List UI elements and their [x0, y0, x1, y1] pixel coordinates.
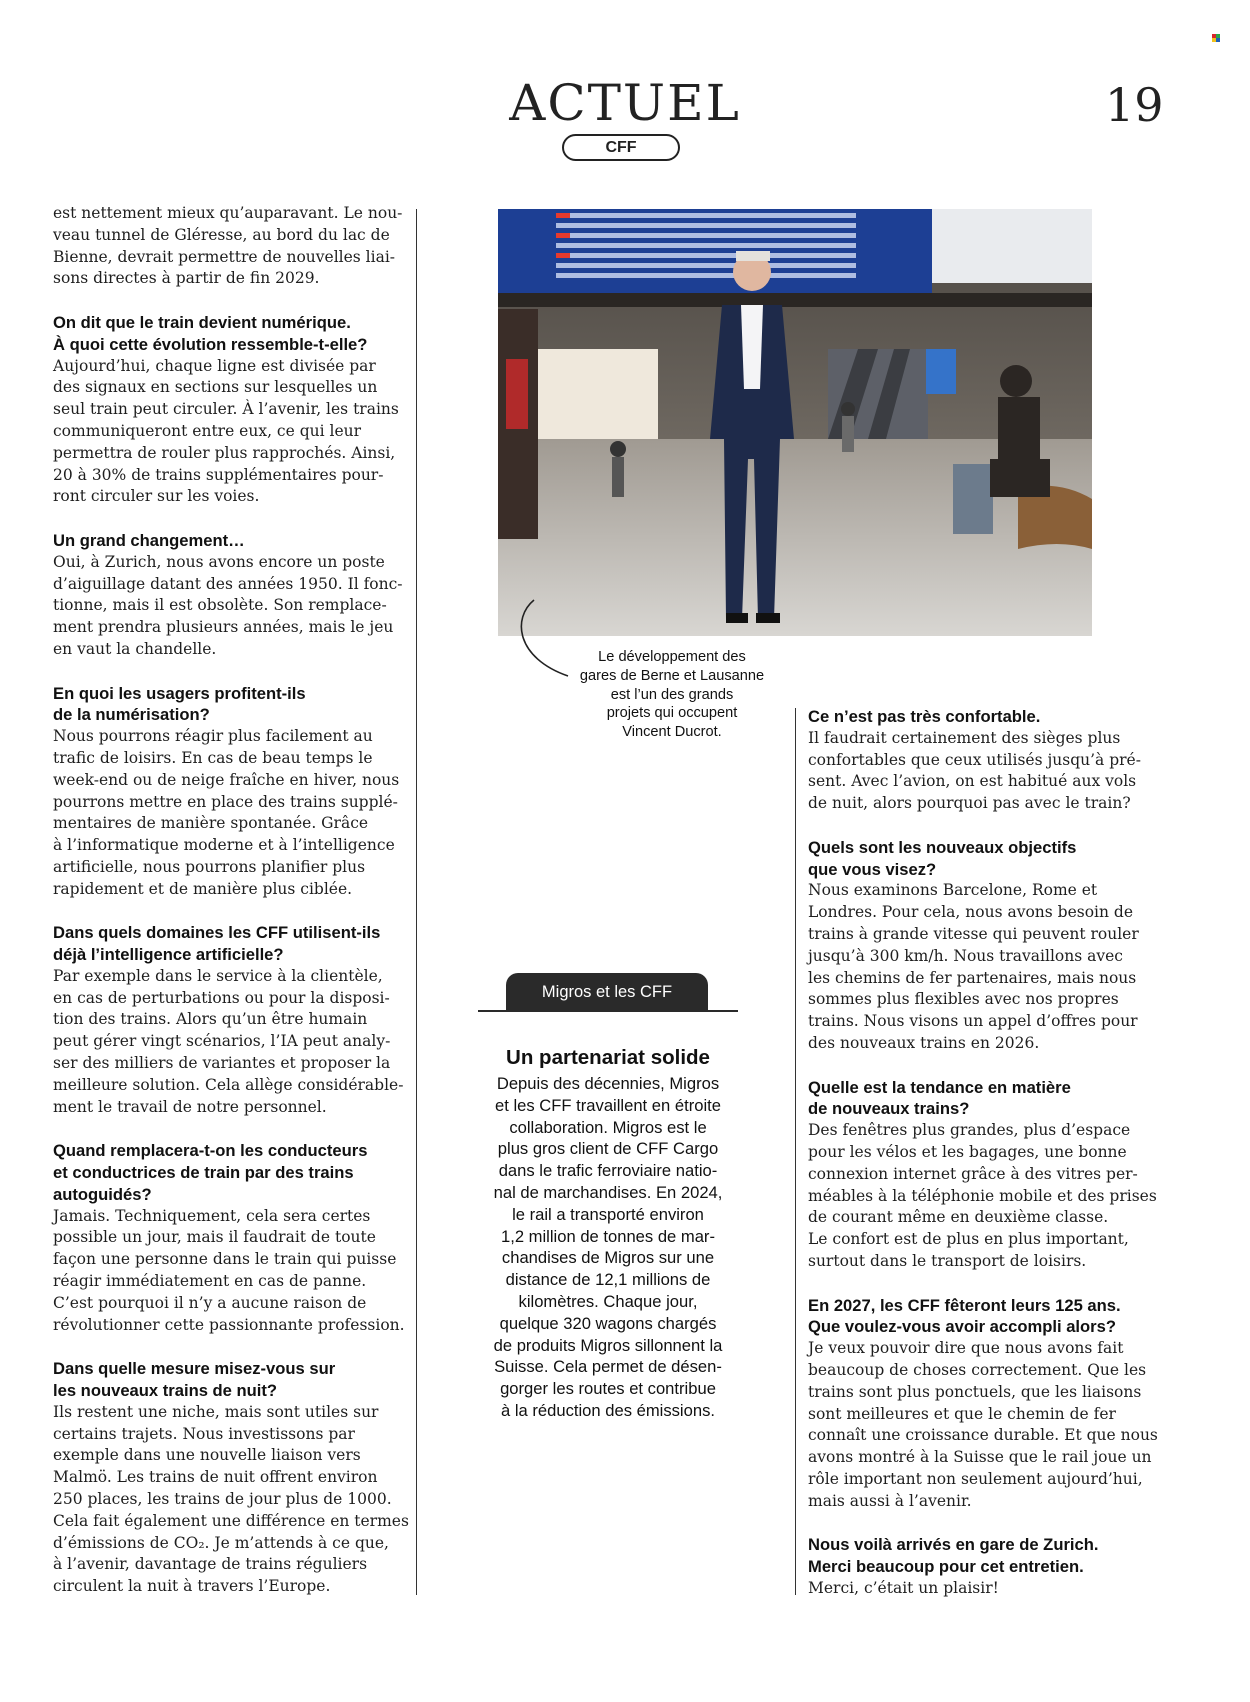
interview-answer-line: sommes plus flexibles avec nos propres — [808, 990, 1119, 1009]
sidebar-box-body-line: à la réduction des émissions. — [501, 1400, 715, 1420]
interview-question-line: Quand remplacera-t-on les conducteurs — [53, 1141, 368, 1161]
sidebar-box-body-line: gorger les routes et contribue — [500, 1379, 716, 1399]
interview-answer-line: des nouveaux trains en 2026. — [808, 1033, 1040, 1052]
interview-question-line: Quelle est la tendance en matière — [808, 1077, 1071, 1097]
interview-answer-line: tion des trains. Alors qu’un être humain — [53, 1010, 368, 1029]
interview-answer-line: seul train peut circuler. À l’avenir, les trains — [53, 400, 399, 419]
interview-answer-line: circulent la nuit à travers l’Europe. — [53, 1577, 331, 1596]
interview-answer-line: d’aiguillage datant des années 1950. Il fonc- — [53, 574, 403, 593]
interview-answer-line: de courant même en deuxième classe. — [808, 1208, 1109, 1227]
interview-answer-line: permettra de rouler plus rapprochés. Ainsi, — [53, 443, 396, 462]
sidebar-box-body-line: distance de 12,1 millions de — [505, 1270, 711, 1290]
interview-answer-line: Je veux pouvoir dire que nous avons fait — [808, 1339, 1124, 1358]
interview-answer-line: sons directes à partir de fin 2029. — [53, 269, 320, 288]
interview-answer-line: certains trajets. Nous investissons par — [53, 1424, 355, 1443]
interview-answer-line: connexion internet grâce à des vitres per- — [808, 1164, 1138, 1183]
interview-answer-line: Des fenêtres plus grandes, plus d’espace — [808, 1121, 1131, 1140]
sidebar-box-body-line: chandises de Migros sur une — [501, 1248, 715, 1268]
interview-answer-line: artificielle, nous pourrons planifier plus — [53, 857, 366, 876]
photo-caption — [565, 648, 779, 742]
interview-answer-line: pour les vélos et les bagages, une bonne — [808, 1142, 1127, 1161]
sidebar-box-rule — [478, 1010, 738, 1012]
interview-answer-line: confortables que ceux utilisés jusqu’à pré- — [808, 750, 1141, 769]
interview-question-line: Ce n’est pas très confortable. — [808, 707, 1041, 726]
column-divider-right — [795, 708, 796, 1595]
photo-vincent-ducrot-station — [498, 209, 1092, 636]
interview-answer-line: veau tunnel de Gléresse, au bord du lac de — [53, 225, 390, 244]
interview-answer-line: d’émissions de CO₂. Je m’attends à ce que, — [53, 1533, 389, 1552]
interview-answer-line: méables à la téléphonie mobile et des prises — [808, 1186, 1157, 1205]
interview-question-line: En 2027, les CFF fêteront leurs 125 ans. — [808, 1295, 1121, 1315]
sidebar-box-body-line: kilomètres. Chaque jour, — [518, 1291, 698, 1311]
left-qa-block — [53, 683, 413, 901]
interview-answer-line: ront circuler sur les voies. — [53, 487, 260, 506]
interview-question-line: Nous voilà arrivés en gare de Zurich. — [808, 1535, 1099, 1555]
interview-answer-line: Nous pourrons réagir plus facilement au — [53, 727, 373, 746]
sidebar-box-body-line: plus gros client de CFF Cargo — [497, 1139, 719, 1159]
interview-answer-line: C’est pourquoi il n’y a aucune raison de — [53, 1293, 367, 1312]
interview-answer-line: Le confort est de plus en plus important, — [808, 1230, 1129, 1249]
interview-question-line: Un grand changement… — [53, 530, 245, 550]
interview-question-line: On dit que le train devient numérique. — [53, 312, 351, 332]
interview-answer-line: Merci, c’était un plaisir! — [808, 1578, 999, 1597]
interview-answer-line: Ils restent une niche, mais sont utiles sur — [53, 1402, 379, 1421]
sidebar-box-body-line: Depuis des décennies, Migros — [496, 1074, 720, 1093]
interview-answer-line: Nous examinons Barcelone, Rome et — [808, 881, 1098, 900]
interview-question-line: En quoi les usagers profitent-ils — [53, 683, 306, 703]
interview-answer-line: trains à grande vitesse qui peuvent rouler — [808, 924, 1139, 943]
interview-answer-line: week-end ou de neige fraîche en hiver, nous — [53, 770, 400, 789]
interview-question-line: Quels sont les nouveaux objectifs — [808, 837, 1077, 857]
sidebar-box-body-line: 1,2 million de tonnes de mar- — [501, 1226, 715, 1246]
photo-caption-line: projets qui occupent — [606, 705, 738, 722]
photo-caption-line: est l’un des grands — [610, 686, 734, 703]
interview-question-line: de la numérisation? — [53, 705, 210, 725]
interview-answer-line: peut gérer vingt scénarios, l’IA peut analy- — [53, 1032, 391, 1051]
interview-answer-line: Par exemple dans le service à la clientèle, — [53, 966, 383, 985]
photo-caption-line: gares de Berne et Lausanne — [579, 667, 765, 684]
interview-answer-line: Londres. Pour cela, nous avons besoin de — [808, 903, 1133, 922]
interview-question-line: Dans quelle mesure misez-vous sur — [53, 1359, 336, 1379]
interview-question-line: déjà l’intelligence artificielle? — [53, 945, 284, 965]
sidebar-box-body-line: nal de marchandises. En 2024, — [493, 1182, 723, 1202]
interview-answer-line: connaît une croissance durable. Et que nous — [808, 1426, 1158, 1445]
page-number: 19 — [1105, 78, 1164, 132]
interview-answer-line: jusqu’à 300 km/h. Nous travaillons avec — [808, 946, 1123, 965]
left-qa-block — [53, 530, 413, 661]
interview-answer-line: beaucoup de choses correctement. Que les — [808, 1360, 1147, 1379]
interview-answer-line: surtout dans le transport de loisirs. — [808, 1251, 1087, 1270]
interview-answer-line: trains sont plus ponctuels, que les liaisons — [808, 1382, 1142, 1401]
right-qa-block — [808, 1077, 1163, 1273]
interview-answer-line: Aujourd’hui, chaque ligne est divisée par — [53, 356, 376, 375]
photo-caption-line: Vincent Ducrot. — [622, 724, 722, 741]
column-divider-left — [416, 209, 417, 1595]
right-qa-block — [808, 706, 1163, 815]
page-section-title: ACTUEL — [509, 74, 741, 132]
interview-answer-line: sont meilleures et que le chemin de fer — [808, 1404, 1116, 1423]
caption-pointer-arc — [510, 598, 570, 680]
interview-answer-line: ment prendra plusieurs années, mais le jeu — [53, 618, 394, 637]
interview-answer-line: trafic de loisirs. En cas de beau temps le — [53, 748, 373, 767]
section-tag: CFF — [562, 134, 680, 161]
sidebar-box-tab: Migros et les CFF — [506, 973, 708, 1011]
photo-caption-line: Le développement des — [598, 649, 746, 665]
interview-answer-line: ment le travail de notre personnel. — [53, 1097, 327, 1116]
right-qa-block — [808, 1534, 1163, 1599]
interview-answer-line: Malmö. Les trains de nuit offrent environ — [53, 1468, 378, 1487]
interview-answer-line: exemple dans une nouvelle liaison vers — [53, 1446, 361, 1465]
sidebar-box-body-line: dans le trafic ferroviaire natio- — [498, 1161, 718, 1181]
interview-answer-line: de nuit, alors pourquoi pas avec le train? — [808, 794, 1131, 813]
interview-answer-line: à l’avenir, davantage de trains réguliers — [53, 1555, 368, 1574]
left-text-column — [53, 203, 413, 1620]
interview-answer-line: avons montré à la Suisse que le rail joue un — [808, 1448, 1152, 1467]
left-qa-block — [53, 1358, 413, 1598]
sidebar-box-body-line: quelque 320 wagons chargés — [499, 1313, 717, 1333]
interview-question-line: et conductrices de train par des trains — [53, 1163, 354, 1183]
interview-answer-line: Jamais. Techniquement, cela sera certes — [53, 1206, 371, 1225]
sidebar-box-body-line: et les CFF travaillent en étroite — [495, 1095, 721, 1115]
right-qa-block — [808, 1295, 1163, 1513]
left-qa-block — [53, 1140, 413, 1336]
interview-answer-line: Bienne, devrait permettre de nouvelles liai- — [53, 247, 396, 266]
sidebar-box-body-line: collaboration. Migros est le — [509, 1117, 707, 1137]
interview-question-line: Que voulez-vous avoir accompli alors? — [808, 1317, 1116, 1337]
interview-answer-line: façon une personne dans le train qui puisse — [53, 1250, 397, 1269]
interview-answer-line: réagir immédiatement en cas de panne. — [53, 1272, 367, 1291]
interview-answer-line: tionne, mais il est obsolète. Son remplace- — [53, 596, 387, 615]
interview-answer-line: Oui, à Zurich, nous avons encore un poste — [53, 552, 385, 571]
interview-answer-line: possible un jour, mais il faudrait de toute — [53, 1228, 376, 1247]
interview-question-line: autoguidés? — [53, 1184, 152, 1204]
interview-answer-line: pourrons mettre en place des trains supplé- — [53, 792, 398, 811]
departure-board — [498, 209, 932, 293]
interview-answer-line: meilleure solution. Cela allège considérable- — [53, 1075, 404, 1094]
sidebar-box-title: Un partenariat solide — [506, 1046, 710, 1069]
interview-answer-line: des signaux en sections sur lesquelles un — [53, 378, 378, 397]
right-qa-block — [808, 837, 1163, 1055]
interview-question-line: Dans quels domaines les CFF utilisent-ils — [53, 923, 381, 943]
interview-question-line: les nouveaux trains de nuit? — [53, 1381, 278, 1401]
interview-answer-line: 20 à 30% de trains supplémentaires pour- — [53, 465, 384, 484]
interview-question-line: À quoi cette évolution ressemble-t-elle? — [53, 334, 368, 354]
right-text-column — [808, 706, 1163, 1621]
interview-answer-line: rôle important non seulement aujourd’hui, — [808, 1469, 1143, 1488]
left-qa-block — [53, 312, 413, 508]
interview-answer-line: les chemins de fer partenaires, mais nous — [808, 968, 1137, 987]
interview-answer-line: rapidement et de manière plus ciblée. — [53, 879, 353, 898]
interview-answer-line: en vaut la chandelle. — [53, 639, 217, 658]
sidebar-box-body-line: le rail a transporté environ — [512, 1204, 704, 1224]
interview-answer-line: ser des milliers de variantes et proposer la — [53, 1054, 391, 1073]
sidebar-box-body — [470, 1073, 746, 1422]
interview-answer-line: sent. Avec l’avion, on est habitué aux vols — [808, 772, 1137, 791]
interview-answer-line: à l’informatique moderne et à l’intelligence — [53, 836, 395, 855]
interview-answer-line: en cas de perturbations ou pour la disposi- — [53, 988, 390, 1007]
interview-answer-line: trains. Nous visons un appel d’offres pour — [808, 1012, 1138, 1031]
left-qa-block — [53, 203, 413, 290]
interview-question-line: de nouveaux trains? — [808, 1099, 970, 1119]
interview-answer-line: Il faudrait certainement des sièges plus — [808, 728, 1121, 747]
left-qa-block — [53, 922, 413, 1118]
interview-question-line: que vous visez? — [808, 859, 937, 879]
interview-answer-line: mais aussi à l’avenir. — [808, 1491, 972, 1510]
interview-answer-line: communiqueront entre eux, ce qui leur — [53, 421, 362, 440]
interview-answer-line: révolutionner cette passionnante profession. — [53, 1315, 405, 1334]
interview-answer-line: mentaires de manière spontanée. Grâce — [53, 814, 369, 833]
interview-question-line: Merci beaucoup pour cet entretien. — [808, 1557, 1084, 1577]
sidebar-box-body-line: de produits Migros sillonnent la — [493, 1335, 723, 1355]
interview-answer-line: est nettement mieux qu’auparavant. Le nou- — [53, 204, 403, 222]
sidebar-box-body-line: Suisse. Cela permet de désen- — [494, 1357, 722, 1377]
interview-answer-line: Cela fait également une différence en termes — [53, 1511, 409, 1530]
station-photo-illustration — [498, 209, 1092, 636]
color-registration-mark — [1212, 34, 1220, 42]
interview-answer-line: 250 places, les trains de jour plus de 1000. — [53, 1490, 392, 1509]
